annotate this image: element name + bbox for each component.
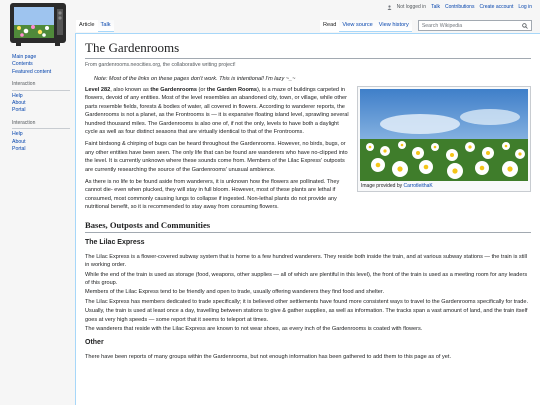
search-icon[interactable] [522,23,528,29]
hatnote: Note: Most of the links on these pages don't work. This is intentional! I'm lazy ~_~ [94,76,296,82]
create-account-link[interactable]: Create account [479,4,514,10]
lilac-line: Usually, the train is used at least once a day, travelling between stations to give & gather supplies, as well as information. The tracks span a vast amount of land, and the train itself goes at very high speeds — some report that it seems to teleport at times. [85,308,528,323]
other-paragraph: There have been reports of many groups within the Gardenrooms, but not enough information has been gathered to add them to this page as of yet. [85,354,451,361]
lilac-line: While the end of the train is used as storage (food, weapons, other supplies — all of which are plentiful in this level), the front of the train is used as a meeting room for any leaders of this group. [85,271,528,286]
section-heading-bases: Bases, Outposts and Communities [85,220,531,233]
not-logged-in-text: Not logged in [396,4,427,10]
sidebar-item-portal[interactable]: Portal [12,107,26,114]
user-icon [387,5,392,10]
sidebar-item-help-2[interactable]: Help [12,131,23,138]
search-input[interactable] [418,20,532,31]
site-logo[interactable] [6,1,72,47]
tab-view-history[interactable]: View history [376,20,412,32]
image-credit-link[interactable]: CarrotleithaK [403,183,433,189]
tab-article[interactable]: Article [76,20,98,32]
sidebar-heading-interaction: Interaction [12,81,70,90]
lilac-line: The Lilac Express has members dedicated to trade specifically; it is believed other settlements have found more consistent ways to travel to the Gardenrooms specifically for trade. [85,298,529,305]
subsection-heading-lilac-express: The Lilac Express [85,238,145,246]
sidebar-item-help[interactable]: Help [12,92,23,99]
image-caption [360,181,528,189]
sidebar-navigation [0,54,74,76]
tab-view-source[interactable]: View source [339,20,375,32]
flower-field-image[interactable] [360,89,528,181]
contributions-link[interactable]: Contributions [444,4,475,10]
site-tagline: From gardenrooms.neocities.org, the collaborative writing project! [85,62,236,68]
image-thumbnail [357,86,531,192]
sidebar-heading-interaction-2: Interaction [12,120,70,129]
sidebar-item-about[interactable]: About [12,100,26,107]
level-name-2: the Garden Rooms [206,87,257,93]
level-number: Level 282 [85,87,111,93]
lilac-express-text [85,253,531,334]
page-title: The Gardenrooms [85,40,531,59]
tab-talk[interactable]: Talk [98,20,114,32]
intro-text-3: ), is a maze of buildings carpeted in flowers, devoid of any entities. Most of the level resembles an abandoned city, town, or village, while other parts resemble fields, forests & bodies of water, all covered in flowers. According to wanderer reports, the Gardenrooms is not a planet, as the Frontrooms is — it is expansive floating island level, sprawling several hundred thousand miles. The Gardenrooms is also one of, if not the only, levels to have both a daylight cycle as well as four distinct seasons that are virtually identical to that of the Frontrooms. [85,87,349,136]
image-caption-prefix: Image provided by [361,183,404,189]
article-content [75,33,540,405]
subsection-heading-other: Other [85,339,104,347]
lilac-line: The Lilac Express is a flower-covered subway system that is home to a few hundred wanderers. They reside both inside the train, and at various subway stations — the train is still in working order. [85,253,528,269]
lilac-line: Members of the Lilac Express tend to be friendly and open to trade, usually offering wanderers they find food and shelter. [85,289,385,296]
sidebar-item-featured-content[interactable]: Featured content [12,68,52,75]
level-name-1: the Gardenrooms [150,87,197,93]
personal-tools [387,4,532,10]
sidebar-item-portal-2[interactable]: Portal [12,146,26,153]
search-placeholder: Search Wikipedia [421,22,463,29]
sidebar [0,54,74,158]
sidebar-item-contents[interactable]: Contents [12,61,33,68]
tab-read[interactable]: Read [320,20,339,32]
intro-text-2: (or [196,87,207,93]
lilac-line: The wanderers that reside with the Lilac Express are known to not wear shoes, as every inch of the Gardenrooms is coated with flowers. [85,325,423,332]
log-in-link[interactable]: Log in [518,4,532,10]
ambience-paragraph: Faint birdsong & chirping of bugs can be heard throughout the Gardenrooms. However, no birds, bugs, or any other entities have been seen. The only life that can be found are wanderers who have no-clipped into the level. It is currently unknown where these sounds come from. Members of the Lilac Express' outposts are currently researching the source of the Gardenrooms' unusual ambience. [85,141,348,173]
flora-paragraph: As there is no life to be found aside from wanderers, it is unknown how the flowers are pollinated. They cannot die- even when plucked, they will stay in full bloom. However, most of these plants are lethal if consumed, most commonly causing lungs to collapse if ingested. Non-lethal plants do not provide any nutritional benefit, so it is recommended to stay away from consuming flowers. [85,179,340,211]
sidebar-item-about-2[interactable]: About [12,138,26,145]
talk-link[interactable]: Talk [431,4,440,10]
view-tabs [320,20,532,32]
intro-text-1: , also known as [110,87,151,93]
namespace-tabs [76,20,114,32]
sidebar-interaction-2 [0,120,74,154]
sidebar-interaction [0,81,74,115]
sidebar-item-main-page[interactable]: Main page [12,54,37,60]
